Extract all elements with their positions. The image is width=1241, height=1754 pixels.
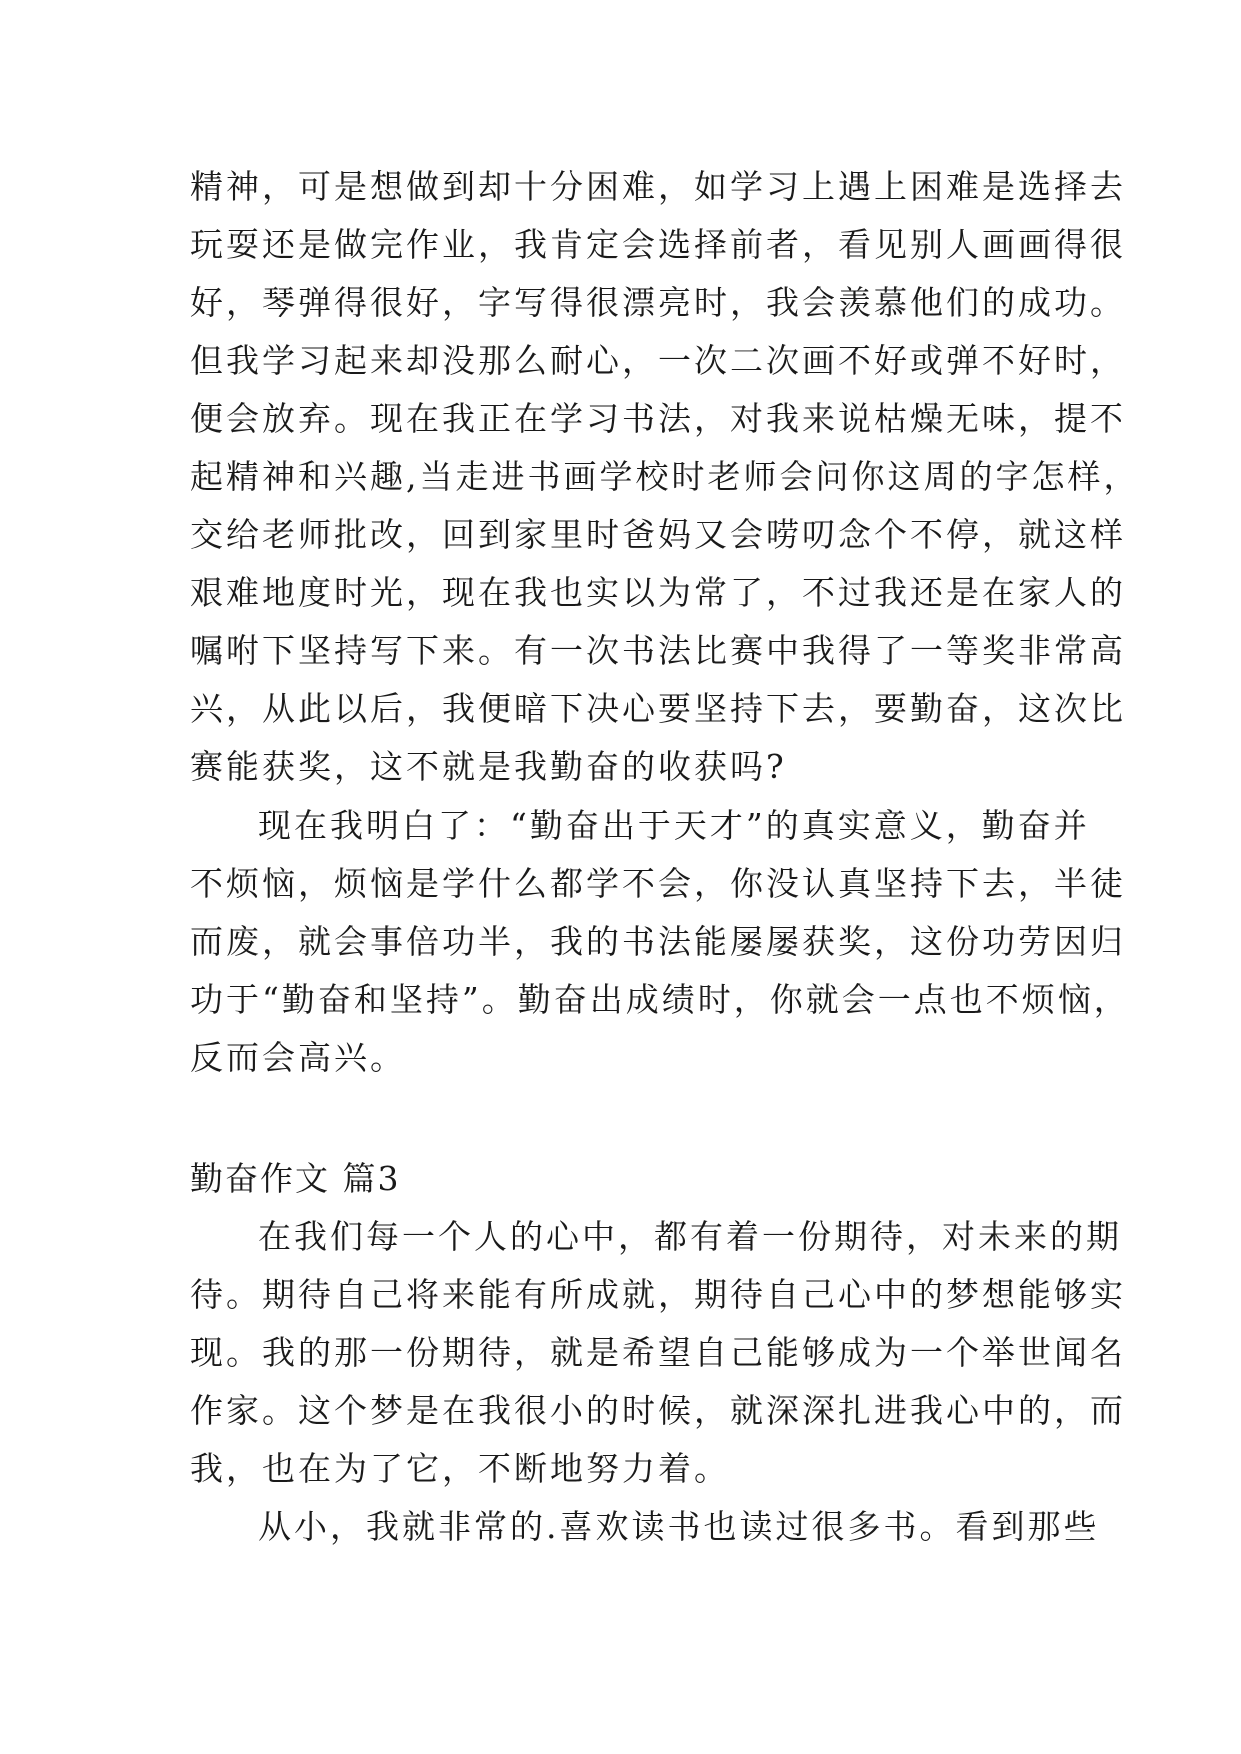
text-line: 嘱咐下坚持写下来。有一次书法比赛中我得了一等奖非常高: [190, 631, 1126, 670]
text-line: 起精神和兴趣,当走进书画学校时老师会问你这周的字怎样，: [190, 457, 1140, 496]
text-line: 功于“勤奋和坚持”。勤奋出成绩时，你就会一点也不烦恼，: [190, 980, 1130, 1019]
text-line: 现。我的那一份期待，就是希望自己能够成为一个举世闻名: [190, 1333, 1126, 1372]
text-line: 作家。这个梦是在我很小的时候，就深深扎进我心中的，而: [190, 1391, 1126, 1430]
text-line: 不烦恼，烦恼是学什么都学不会，你没认真坚持下去，半徒: [190, 864, 1126, 903]
text-line: 在我们每一个人的心中，都有着一份期待，对未来的期: [258, 1217, 1122, 1256]
text-line: 赛能获奖，这不就是我勤奋的收获吗?: [190, 747, 787, 786]
paragraph-perseverance-practice: [190, 158, 1140, 796]
text-line: 玩耍还是做完作业，我肯定会选择前者，看见别人画画得很: [190, 225, 1126, 264]
text-line: 待。期待自己将来能有所成就，期待自己心中的梦想能够实: [190, 1275, 1126, 1314]
text-line: 交给老师批改，回到家里时爸妈又会唠叨念个不停，就这样: [190, 515, 1126, 554]
text-line: 从小，我就非常的.喜欢读书也读过很多书。看到那些: [258, 1507, 1100, 1546]
paragraph-conclusion: [190, 797, 1130, 1087]
paragraph-expectation: [190, 1208, 1126, 1498]
paragraph-reading: [190, 1498, 1100, 1556]
text-line: 反而会高兴。: [190, 1038, 406, 1077]
section-heading: 勤奋作文 篇3: [190, 1159, 401, 1198]
text-line: 而废，就会事倍功半，我的书法能屡屡获奖，这份功劳因归: [190, 922, 1126, 961]
text-line: 好，琴弹得很好，字写得很漂亮时，我会羡慕他们的成功。: [190, 283, 1126, 322]
text-line: 兴，从此以后，我便暗下决心要坚持下去，要勤奋，这次比: [190, 689, 1126, 728]
text-line: 现在我明白了：“勤奋出于天才”的真实意义，勤奋并: [258, 806, 1090, 845]
text-line: 便会放弃。现在我正在学习书法，对我来说枯燥无味，提不: [190, 399, 1126, 438]
text-line: 我，也在为了它，不断地努力着。: [190, 1449, 730, 1488]
text-line: 但我学习起来却没那么耐心，一次二次画不好或弹不好时，: [190, 341, 1126, 380]
text-line: 艰难地度时光，现在我也实以为常了，不过我还是在家人的: [190, 573, 1126, 612]
text-line: 精神，可是想做到却十分困难，如学习上遇上困难是选择去: [190, 167, 1126, 206]
